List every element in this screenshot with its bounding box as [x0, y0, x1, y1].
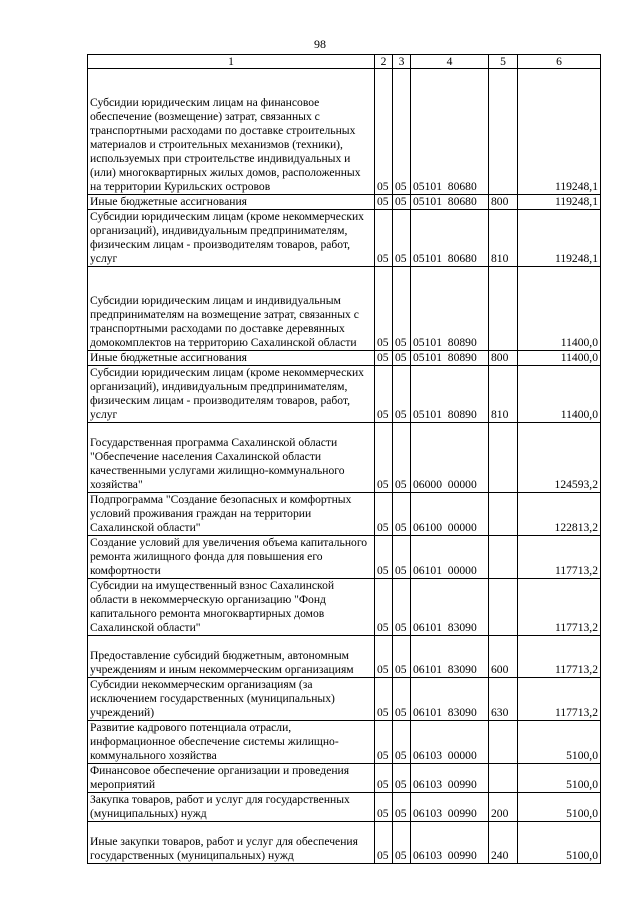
row-expense-type-cell: 800	[489, 351, 518, 366]
row-amount-cell: 117713,2	[518, 678, 601, 721]
table-row	[88, 69, 601, 195]
header-cell-1: 1	[88, 55, 375, 69]
row-expense-type-cell: 200	[489, 793, 518, 822]
row-amount-cell: 11400,0	[518, 351, 601, 366]
row-target-article-cell: 05101 80890	[411, 351, 489, 366]
table-row	[88, 579, 601, 636]
row-target-article-cell: 06100 00000	[411, 493, 489, 536]
row-section-cell: 05	[375, 793, 393, 822]
table-row	[88, 764, 601, 793]
row-name-cell: Подпрограмма "Создание безопасных и комфортных условий проживания граждан на территории Сахалинской области"	[88, 493, 375, 536]
row-target-article-cell: 05101 80680	[411, 210, 489, 267]
row-expense-type-cell	[489, 764, 518, 793]
row-target-article-cell: 05101 80890	[411, 267, 489, 351]
row-section-cell: 05	[375, 267, 393, 351]
row-name-cell: Создание условий для увеличения объема капитального ремонта жилищного фонда для повышения его комфортности	[88, 536, 375, 579]
row-name-cell: Закупка товаров, работ и услуг для государственных (муниципальных) нужд	[88, 793, 375, 822]
row-subsection-cell: 05	[393, 351, 411, 366]
row-target-article-cell: 06101 00000	[411, 536, 489, 579]
row-target-article-cell: 06103 00990	[411, 822, 489, 864]
row-subsection-cell: 05	[393, 579, 411, 636]
row-expense-type-cell: 810	[489, 366, 518, 423]
row-target-article-cell: 06000 00000	[411, 423, 489, 493]
row-subsection-cell: 05	[393, 636, 411, 678]
row-subsection-cell: 05	[393, 536, 411, 579]
row-subsection-cell: 05	[393, 195, 411, 210]
table-header-row	[88, 55, 601, 69]
table-row	[88, 636, 601, 678]
row-expense-type-cell	[489, 69, 518, 195]
row-amount-cell: 11400,0	[518, 267, 601, 351]
row-expense-type-cell	[489, 267, 518, 351]
row-target-article-cell: 06101 83090	[411, 636, 489, 678]
table-row	[88, 195, 601, 210]
row-subsection-cell: 05	[393, 210, 411, 267]
row-amount-cell: 117713,2	[518, 579, 601, 636]
row-section-cell: 05	[375, 493, 393, 536]
row-expense-type-cell: 600	[489, 636, 518, 678]
page-number: 98	[314, 37, 326, 51]
row-subsection-cell: 05	[393, 764, 411, 793]
row-subsection-cell: 05	[393, 69, 411, 195]
row-section-cell: 05	[375, 210, 393, 267]
row-expense-type-cell	[489, 423, 518, 493]
row-amount-cell: 11400,0	[518, 366, 601, 423]
row-target-article-cell: 06103 00990	[411, 793, 489, 822]
row-amount-cell: 5100,0	[518, 721, 601, 764]
table-row	[88, 423, 601, 493]
row-expense-type-cell: 240	[489, 822, 518, 864]
row-section-cell: 05	[375, 351, 393, 366]
row-target-article-cell: 06101 83090	[411, 579, 489, 636]
header-cell-3: 3	[393, 55, 411, 69]
row-section-cell: 05	[375, 366, 393, 423]
table-row	[88, 267, 601, 351]
row-subsection-cell: 05	[393, 793, 411, 822]
row-name-cell: Иные бюджетные ассигнования	[88, 351, 375, 366]
row-name-cell: Субсидии некоммерческим организациям (за исключением государственных (муниципальных) учреждений)	[88, 678, 375, 721]
header-cell-2: 2	[375, 55, 393, 69]
table-row	[88, 366, 601, 423]
row-expense-type-cell: 810	[489, 210, 518, 267]
row-target-article-cell: 05101 80680	[411, 195, 489, 210]
row-subsection-cell: 05	[393, 493, 411, 536]
row-amount-cell: 119248,1	[518, 195, 601, 210]
table-row	[88, 793, 601, 822]
row-name-cell: Государственная программа Сахалинской области "Обеспечение населения Сахалинской области качественными услугами жилищно-коммунального хозяйства"	[88, 423, 375, 493]
row-expense-type-cell	[489, 579, 518, 636]
row-amount-cell: 117713,2	[518, 636, 601, 678]
row-expense-type-cell: 630	[489, 678, 518, 721]
row-section-cell: 05	[375, 764, 393, 793]
row-target-article-cell: 06101 83090	[411, 678, 489, 721]
row-expense-type-cell	[489, 536, 518, 579]
row-section-cell: 05	[375, 195, 393, 210]
budget-table-body	[88, 55, 601, 864]
row-section-cell: 05	[375, 423, 393, 493]
table-row	[88, 721, 601, 764]
row-section-cell: 05	[375, 636, 393, 678]
row-name-cell: Субсидии юридическим лицам и индивидуальным предпринимателям на возмещение затрат, связанных с транспортными расходами по доставке деревянных домокомплектов на территорию Сахалинской области	[88, 267, 375, 351]
row-subsection-cell: 05	[393, 267, 411, 351]
row-section-cell: 05	[375, 822, 393, 864]
row-name-cell: Субсидии юридическим лицам (кроме некоммерческих организаций), индивидуальным предпринимателям, физическим лицам - производителям товаров, работ, услуг	[88, 366, 375, 423]
table-row	[88, 210, 601, 267]
row-subsection-cell: 05	[393, 678, 411, 721]
row-expense-type-cell	[489, 493, 518, 536]
row-amount-cell: 117713,2	[518, 536, 601, 579]
row-target-article-cell: 06103 00990	[411, 764, 489, 793]
row-subsection-cell: 05	[393, 423, 411, 493]
row-section-cell: 05	[375, 536, 393, 579]
header-cell-4: 4	[411, 55, 489, 69]
row-expense-type-cell	[489, 721, 518, 764]
table-row	[88, 493, 601, 536]
row-name-cell: Субсидии на имущественный взнос Сахалинской области в некоммерческую организацию "Фонд капитального ремонта многоквартирных домов Сахалинской области"	[88, 579, 375, 636]
row-subsection-cell: 05	[393, 822, 411, 864]
row-section-cell: 05	[375, 678, 393, 721]
row-name-cell: Субсидии юридическим лицам на финансовое обеспечение (возмещение) затрат, связанных с транспортными расходами по доставке строительных материалов и строительных механизмов (техники), используемых при строительстве индивидуальных и (или) многоквартирных жилых домов, расположенных на территории Курильских островов	[88, 69, 375, 195]
row-amount-cell: 119248,1	[518, 210, 601, 267]
row-section-cell: 05	[375, 579, 393, 636]
table-row	[88, 351, 601, 366]
row-amount-cell: 5100,0	[518, 764, 601, 793]
row-amount-cell: 5100,0	[518, 793, 601, 822]
row-amount-cell: 5100,0	[518, 822, 601, 864]
row-amount-cell: 122813,2	[518, 493, 601, 536]
row-name-cell: Предоставление субсидий бюджетным, автономным учреждениям и иным некоммерческим организациям	[88, 636, 375, 678]
row-subsection-cell: 05	[393, 366, 411, 423]
row-section-cell: 05	[375, 69, 393, 195]
row-name-cell: Иные закупки товаров, работ и услуг для обеспечения государственных (муниципальных) нужд	[88, 822, 375, 864]
row-target-article-cell: 05101 80890	[411, 366, 489, 423]
table-row	[88, 536, 601, 579]
row-name-cell: Развитие кадрового потенциала отрасли, информационное обеспечение системы жилищно-коммунального хозяйства	[88, 721, 375, 764]
row-expense-type-cell: 800	[489, 195, 518, 210]
row-amount-cell: 124593,2	[518, 423, 601, 493]
header-cell-6: 6	[518, 55, 601, 69]
header-cell-5: 5	[489, 55, 518, 69]
table-row	[88, 678, 601, 721]
row-name-cell: Субсидии юридическим лицам (кроме некоммерческих организаций), индивидуальным предпринимателям, физическим лицам - производителям товаров, работ, услуг	[88, 210, 375, 267]
row-section-cell: 05	[375, 721, 393, 764]
table-row	[88, 822, 601, 864]
row-amount-cell: 119248,1	[518, 69, 601, 195]
row-subsection-cell: 05	[393, 721, 411, 764]
row-name-cell: Иные бюджетные ассигнования	[88, 195, 375, 210]
row-target-article-cell: 06103 00000	[411, 721, 489, 764]
row-target-article-cell: 05101 80680	[411, 69, 489, 195]
row-name-cell: Финансовое обеспечение организации и проведения мероприятий	[88, 764, 375, 793]
budget-table	[87, 54, 601, 864]
